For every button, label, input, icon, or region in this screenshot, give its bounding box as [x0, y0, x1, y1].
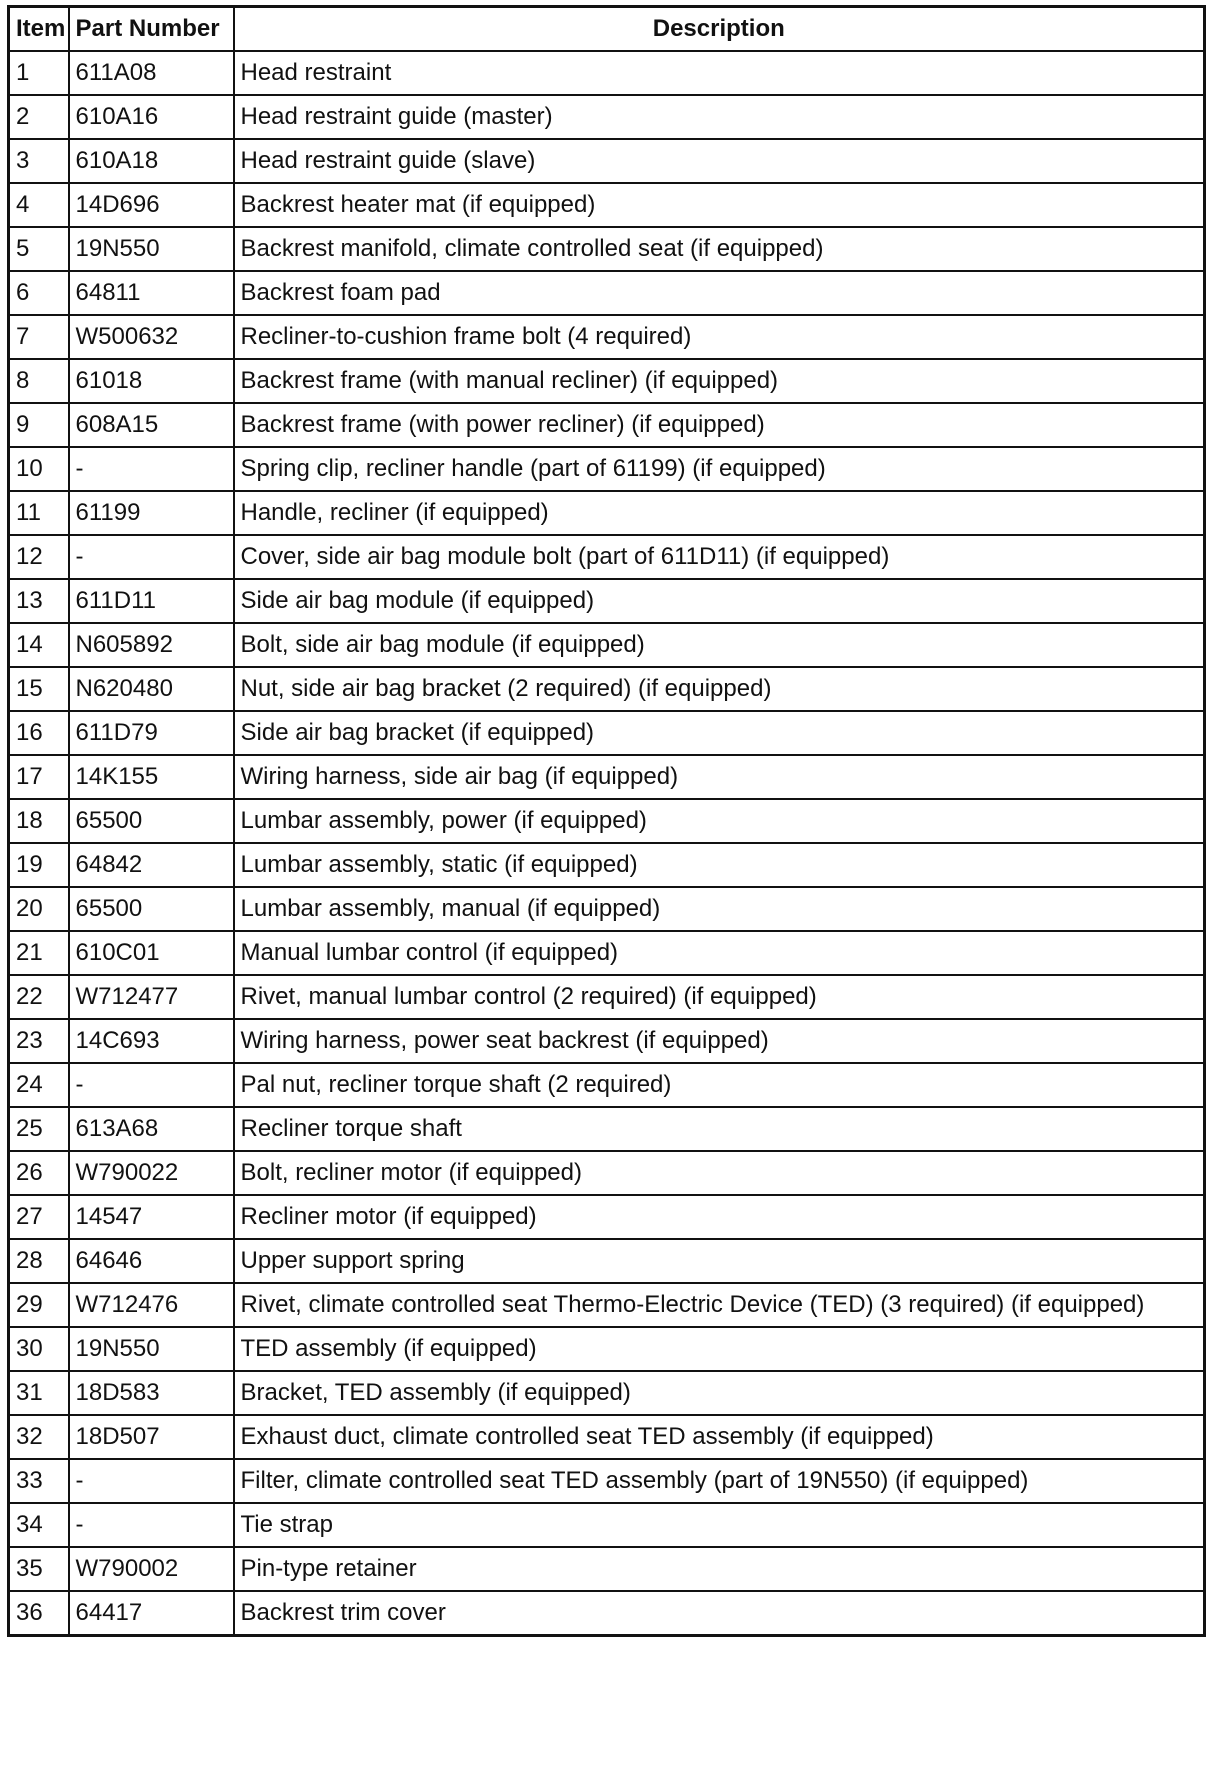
- description-cell: Recliner torque shaft: [234, 1107, 1205, 1151]
- header-item: Item: [9, 7, 69, 52]
- item-cell: 5: [9, 227, 69, 271]
- description-cell: Pal nut, recliner torque shaft (2 required): [234, 1063, 1205, 1107]
- header-row: [9, 7, 1205, 52]
- item-cell: 8: [9, 359, 69, 403]
- part-number-cell: 14547: [69, 1195, 234, 1239]
- part-number-cell: W712477: [69, 975, 234, 1019]
- table-row: [9, 491, 1205, 535]
- item-cell: 18: [9, 799, 69, 843]
- description-cell: Cover, side air bag module bolt (part of 611D11) (if equipped): [234, 535, 1205, 579]
- description-cell: Side air bag bracket (if equipped): [234, 711, 1205, 755]
- description-cell: Head restraint guide (slave): [234, 139, 1205, 183]
- table-row: [9, 359, 1205, 403]
- part-number-cell: 64417: [69, 1591, 234, 1636]
- item-cell: 36: [9, 1591, 69, 1636]
- table-row: [9, 227, 1205, 271]
- description-cell: TED assembly (if equipped): [234, 1327, 1205, 1371]
- description-cell: Side air bag module (if equipped): [234, 579, 1205, 623]
- description-cell: Head restraint: [234, 51, 1205, 95]
- part-number-cell: 608A15: [69, 403, 234, 447]
- part-number-cell: W712476: [69, 1283, 234, 1327]
- item-cell: 25: [9, 1107, 69, 1151]
- description-cell: Spring clip, recliner handle (part of 61199) (if equipped): [234, 447, 1205, 491]
- description-cell: Backrest heater mat (if equipped): [234, 183, 1205, 227]
- description-cell: Lumbar assembly, power (if equipped): [234, 799, 1205, 843]
- table-row: [9, 843, 1205, 887]
- table-row: [9, 95, 1205, 139]
- table-row: [9, 579, 1205, 623]
- table-row: [9, 667, 1205, 711]
- part-number-cell: 14K155: [69, 755, 234, 799]
- table-row: [9, 1107, 1205, 1151]
- item-cell: 4: [9, 183, 69, 227]
- part-number-cell: 610C01: [69, 931, 234, 975]
- description-cell: Tie strap: [234, 1503, 1205, 1547]
- item-cell: 32: [9, 1415, 69, 1459]
- header-description: Description: [234, 7, 1205, 52]
- part-number-cell: 18D507: [69, 1415, 234, 1459]
- table-row: [9, 183, 1205, 227]
- description-cell: Head restraint guide (master): [234, 95, 1205, 139]
- table-row: [9, 1283, 1205, 1327]
- part-number-cell: 64646: [69, 1239, 234, 1283]
- item-cell: 1: [9, 51, 69, 95]
- description-cell: Pin-type retainer: [234, 1547, 1205, 1591]
- item-cell: 33: [9, 1459, 69, 1503]
- item-cell: 7: [9, 315, 69, 359]
- description-cell: Lumbar assembly, manual (if equipped): [234, 887, 1205, 931]
- part-number-cell: -: [69, 447, 234, 491]
- table-row: [9, 887, 1205, 931]
- table-row: [9, 51, 1205, 95]
- part-number-cell: 64811: [69, 271, 234, 315]
- table-row: [9, 1151, 1205, 1195]
- item-cell: 23: [9, 1019, 69, 1063]
- part-number-cell: 613A68: [69, 1107, 234, 1151]
- table-row: [9, 931, 1205, 975]
- item-cell: 19: [9, 843, 69, 887]
- part-number-cell: 18D583: [69, 1371, 234, 1415]
- item-cell: 10: [9, 447, 69, 491]
- description-cell: Nut, side air bag bracket (2 required) (if equipped): [234, 667, 1205, 711]
- item-cell: 16: [9, 711, 69, 755]
- part-number-cell: 61018: [69, 359, 234, 403]
- item-cell: 21: [9, 931, 69, 975]
- description-cell: Backrest frame (with power recliner) (if equipped): [234, 403, 1205, 447]
- description-cell: Backrest foam pad: [234, 271, 1205, 315]
- table-body: [9, 51, 1205, 1636]
- table-row: [9, 315, 1205, 359]
- item-cell: 24: [9, 1063, 69, 1107]
- part-number-cell: 65500: [69, 799, 234, 843]
- table-row: [9, 1195, 1205, 1239]
- table-row: [9, 1327, 1205, 1371]
- part-number-cell: 14D696: [69, 183, 234, 227]
- item-cell: 6: [9, 271, 69, 315]
- description-cell: Backrest trim cover: [234, 1591, 1205, 1636]
- description-cell: Recliner motor (if equipped): [234, 1195, 1205, 1239]
- header-part-number: Part Number: [69, 7, 234, 52]
- part-number-cell: 611D11: [69, 579, 234, 623]
- table-row: [9, 1239, 1205, 1283]
- item-cell: 30: [9, 1327, 69, 1371]
- table-row: [9, 271, 1205, 315]
- table-row: [9, 755, 1205, 799]
- table-row: [9, 1063, 1205, 1107]
- table-header: [9, 7, 1205, 52]
- table-row: [9, 1503, 1205, 1547]
- description-cell: Recliner-to-cushion frame bolt (4 required): [234, 315, 1205, 359]
- description-cell: Lumbar assembly, static (if equipped): [234, 843, 1205, 887]
- description-cell: Rivet, climate controlled seat Thermo-Electric Device (TED) (3 required) (if equipped): [234, 1283, 1205, 1327]
- item-cell: 27: [9, 1195, 69, 1239]
- table-row: [9, 447, 1205, 491]
- table-row: [9, 1591, 1205, 1636]
- item-cell: 13: [9, 579, 69, 623]
- parts-table: [7, 5, 1206, 1637]
- item-cell: 11: [9, 491, 69, 535]
- table-row: [9, 1547, 1205, 1591]
- part-number-cell: 610A18: [69, 139, 234, 183]
- description-cell: Wiring harness, side air bag (if equipped): [234, 755, 1205, 799]
- item-cell: 28: [9, 1239, 69, 1283]
- part-number-cell: 610A16: [69, 95, 234, 139]
- item-cell: 9: [9, 403, 69, 447]
- table-row: [9, 535, 1205, 579]
- part-number-cell: 19N550: [69, 227, 234, 271]
- part-number-cell: 19N550: [69, 1327, 234, 1371]
- table-row: [9, 1459, 1205, 1503]
- description-cell: Backrest manifold, climate controlled seat (if equipped): [234, 227, 1205, 271]
- item-cell: 14: [9, 623, 69, 667]
- part-number-cell: 14C693: [69, 1019, 234, 1063]
- table-row: [9, 1019, 1205, 1063]
- part-number-cell: 61199: [69, 491, 234, 535]
- part-number-cell: W790002: [69, 1547, 234, 1591]
- item-cell: 35: [9, 1547, 69, 1591]
- part-number-cell: -: [69, 535, 234, 579]
- item-cell: 34: [9, 1503, 69, 1547]
- item-cell: 17: [9, 755, 69, 799]
- item-cell: 31: [9, 1371, 69, 1415]
- table-row: [9, 403, 1205, 447]
- item-cell: 12: [9, 535, 69, 579]
- part-number-cell: -: [69, 1063, 234, 1107]
- description-cell: Backrest frame (with manual recliner) (if equipped): [234, 359, 1205, 403]
- table-row: [9, 975, 1205, 1019]
- part-number-cell: -: [69, 1503, 234, 1547]
- part-number-cell: W790022: [69, 1151, 234, 1195]
- part-number-cell: N620480: [69, 667, 234, 711]
- table-row: [9, 1371, 1205, 1415]
- part-number-cell: -: [69, 1459, 234, 1503]
- description-cell: Exhaust duct, climate controlled seat TED assembly (if equipped): [234, 1415, 1205, 1459]
- part-number-cell: 65500: [69, 887, 234, 931]
- table-row: [9, 799, 1205, 843]
- description-cell: Bracket, TED assembly (if equipped): [234, 1371, 1205, 1415]
- description-cell: Manual lumbar control (if equipped): [234, 931, 1205, 975]
- item-cell: 20: [9, 887, 69, 931]
- part-number-cell: W500632: [69, 315, 234, 359]
- description-cell: Rivet, manual lumbar control (2 required) (if equipped): [234, 975, 1205, 1019]
- description-cell: Bolt, recliner motor (if equipped): [234, 1151, 1205, 1195]
- description-cell: Upper support spring: [234, 1239, 1205, 1283]
- item-cell: 26: [9, 1151, 69, 1195]
- part-number-cell: 64842: [69, 843, 234, 887]
- part-number-cell: 611D79: [69, 711, 234, 755]
- table-row: [9, 139, 1205, 183]
- description-cell: Filter, climate controlled seat TED assembly (part of 19N550) (if equipped): [234, 1459, 1205, 1503]
- table-row: [9, 711, 1205, 755]
- part-number-cell: N605892: [69, 623, 234, 667]
- table-row: [9, 1415, 1205, 1459]
- item-cell: 15: [9, 667, 69, 711]
- description-cell: Bolt, side air bag module (if equipped): [234, 623, 1205, 667]
- part-number-cell: 611A08: [69, 51, 234, 95]
- description-cell: Handle, recliner (if equipped): [234, 491, 1205, 535]
- item-cell: 22: [9, 975, 69, 1019]
- description-cell: Wiring harness, power seat backrest (if equipped): [234, 1019, 1205, 1063]
- table-row: [9, 623, 1205, 667]
- item-cell: 3: [9, 139, 69, 183]
- item-cell: 29: [9, 1283, 69, 1327]
- item-cell: 2: [9, 95, 69, 139]
